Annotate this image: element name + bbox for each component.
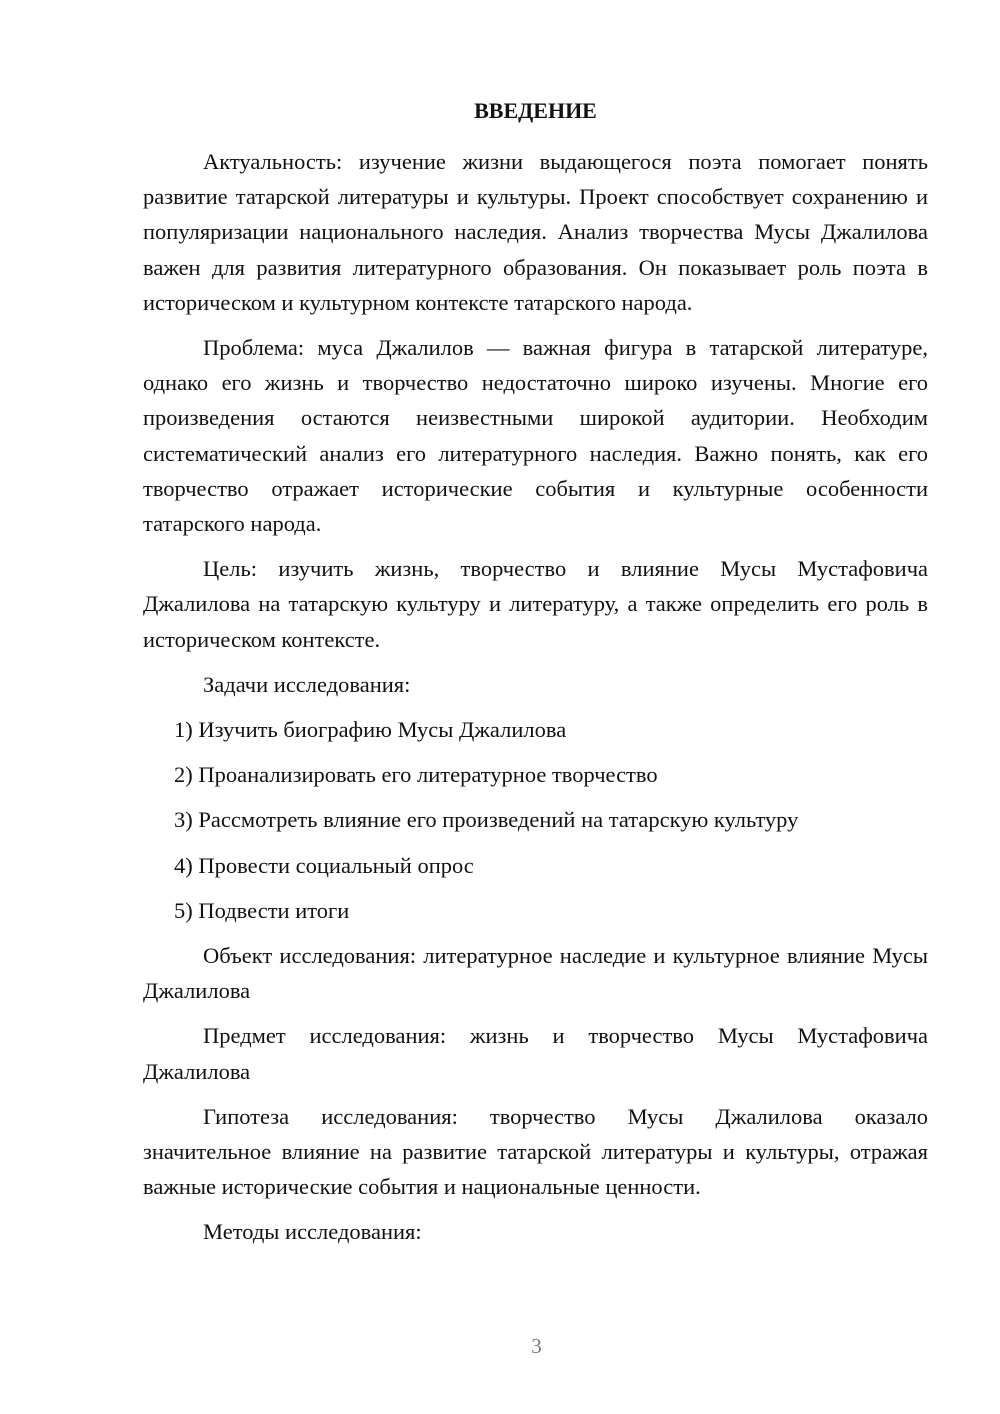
paragraph-subject: Предмет исследования: жизнь и творчество Мусы Мустафовича Джалилова: [143, 1023, 928, 1084]
paragraph-hypothesis: Гипотеза исследования: творчество Мусы Джалилова оказало значительное влияние на развитие татарской литературы и культуры, отражая важные исторические события и национальные ценности.: [143, 1103, 928, 1200]
task-item-1: 1) Изучить биографию Мусы Джалилова: [174, 717, 567, 743]
paragraph-goal: Цель: изучить жизнь, творчество и влияние Мусы Мустафовича Джалилова на татарскую культуру и литературу, а также определить его роль в историческом контексте.: [143, 556, 928, 652]
task-item-5: 5) Подвести итоги: [174, 897, 350, 923]
paragraph-object: Объект исследования: литературное наследие и культурное влияние Мусы Джалилова: [143, 943, 928, 1004]
page-title: ВВЕДЕНИЕ: [474, 98, 597, 123]
paragraph-relevance: Актуальность: изучение жизни выдающегося поэта помогает понять развитие татарской литературы и культуры. Проект способствует сохранению и популяризации национального наследия. Анализ творчества Мусы Джалилова важен для развития литературного образования. Он показывает роль поэта в историческом и культурном контексте татарского народа.: [143, 149, 928, 315]
task-item-2: 2) Проанализировать его литературное творчество: [174, 762, 658, 788]
methods-heading: Методы исследования:: [203, 1219, 422, 1245]
document-page: [143, 96, 928, 1260]
task-item-3: 3) Рассмотреть влияние его произведений на татарскую культуру: [174, 807, 799, 833]
task-item-4: 4) Провести социальный опрос: [174, 852, 474, 878]
tasks-heading: Задачи исследования:: [203, 671, 411, 697]
paragraph-problem: Проблема: муса Джалилов — важная фигура в татарской литературе, однако его жизнь и творчество недостаточно широко изучены. Многие его произведения остаются неизвестными широкой аудитории. Необходим систематический анализ его литературного наследия. Важно понять, как его творчество отражает исторические события и культурные особенности татарского народа.: [143, 335, 928, 537]
page-number: 3: [531, 1334, 542, 1358]
tasks-list: [143, 712, 928, 928]
